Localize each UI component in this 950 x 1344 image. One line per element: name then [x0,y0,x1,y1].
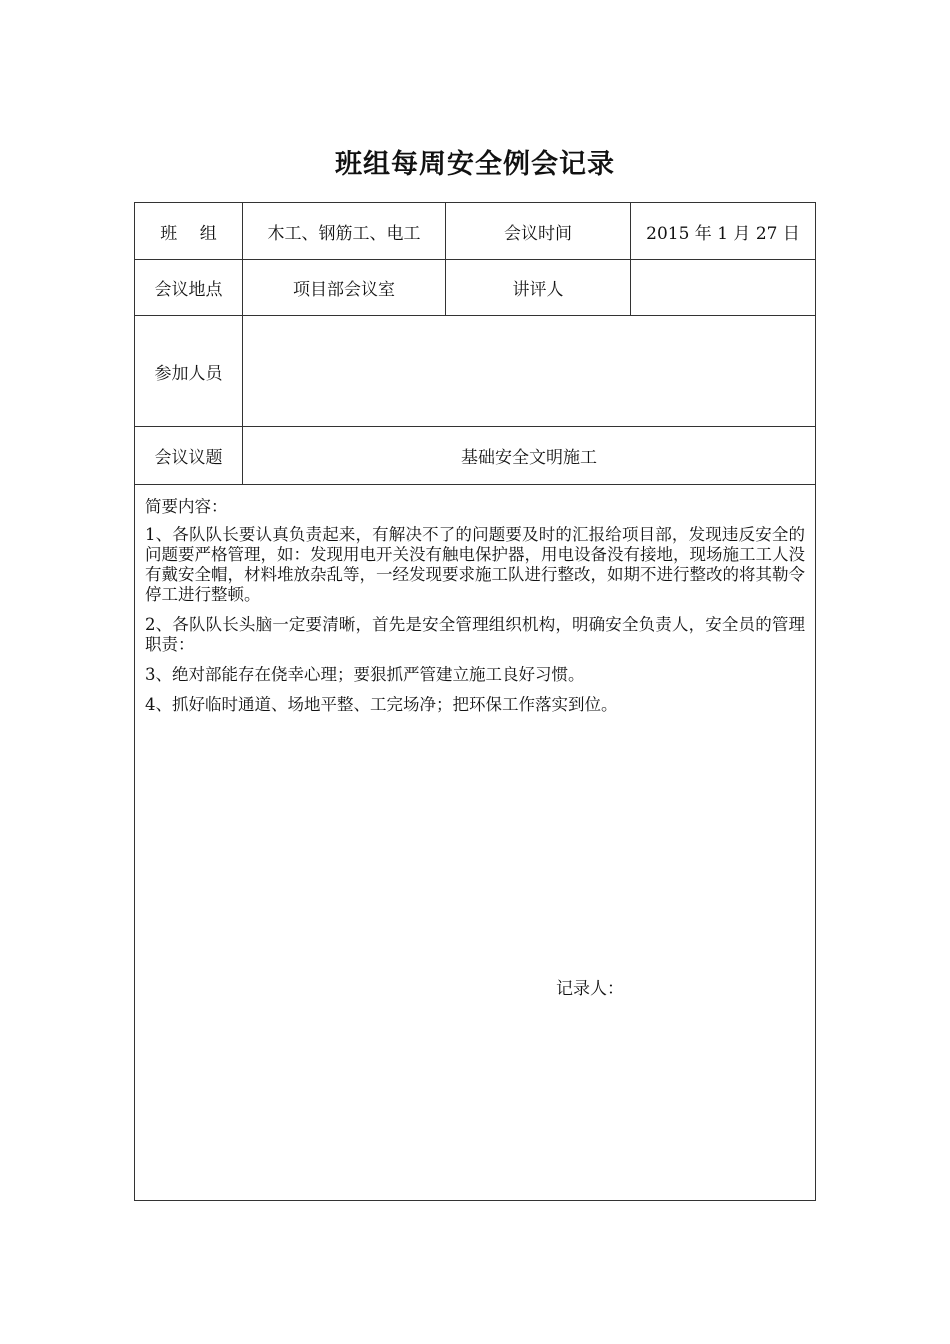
attendees-value[interactable] [243,316,815,426]
summary-item-4: 4、抓好临时通道、场地平整、工完场净；把环保工作落实到位。 [145,695,618,714]
location-value[interactable]: 项目部会议室 [243,260,446,315]
form-row-team [135,203,815,260]
summary-content[interactable] [135,485,815,725]
form-row-attendees [135,316,815,427]
summary-heading: 简要内容： [145,497,228,516]
page-title: 班组每周安全例会记录 [335,149,615,180]
reviewer-value[interactable] [631,260,815,315]
topic-label: 会议议题 [135,427,243,484]
meeting-record-form [134,202,816,1201]
attendees-label: 参加人员 [135,316,243,426]
meeting-time-value[interactable]: 2015 年 1 月 27 日 [646,223,800,244]
summary-item-1: 1、各队队长要认真负责起来，有解决不了的问题要及时的汇报给项目部，发现违反安全的问题要严格管理，如：发现用电开关没有触电保护器，用电设备没有接地，现场施工工人没有戴安全帽，材料堆放杂乱等，一经发现要求施工队进行整改，如期不进行整改的将其勒令停工进行整顿。 [145,525,805,604]
location-label: 会议地点 [135,260,243,315]
team-label: 班 组 [135,203,243,259]
topic-value[interactable]: 基础安全文明施工 [461,448,597,468]
team-value[interactable]: 木工、钢筋工、电工 [243,203,446,259]
summary-item-2: 2、各队队长头脑一定要清晰，首先是安全管理组织机构，明确安全负责人，安全员的管理职责： [145,615,805,654]
form-row-location [135,260,815,316]
form-row-topic [135,427,815,485]
reviewer-label: 讲评人 [446,260,631,315]
summary-item-3: 3、绝对部能存在侥幸心理；要狠抓严管建立施工良好习惯。 [145,665,585,684]
meeting-time-label: 会议时间 [446,203,631,259]
recorder-label: 记录人： [556,979,624,999]
